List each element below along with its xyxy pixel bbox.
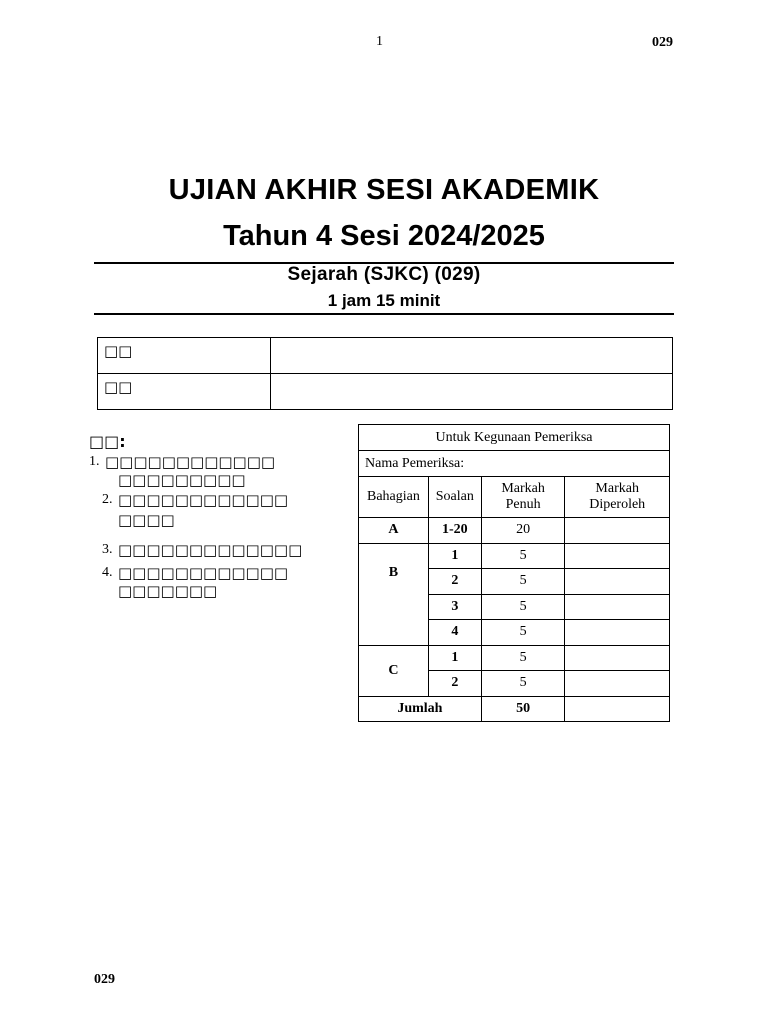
examiner-name-label: Nama Pemeriksa: xyxy=(359,451,670,477)
obtained-marks-cell[interactable] xyxy=(565,620,670,646)
col-header-section: Bahagian xyxy=(359,477,429,518)
candidate-info-field[interactable] xyxy=(271,338,673,374)
obtained-marks-cell[interactable] xyxy=(565,671,670,697)
full-marks: 5 xyxy=(481,594,565,620)
exam-title: UJIAN AKHIR SESI AKADEMIK xyxy=(168,174,600,206)
total-label: Jumlah xyxy=(359,696,482,722)
instruction-text: □□□□□□□□□□□□ xyxy=(118,491,289,509)
examiner-table xyxy=(358,424,670,722)
total-obtained-cell[interactable] xyxy=(565,696,670,722)
examiner-name-row xyxy=(359,451,670,477)
col-header-question: Soalan xyxy=(428,477,481,518)
table-row xyxy=(359,543,670,569)
question-number: 1 xyxy=(428,543,481,569)
instruction-text: □□□□□□□□□ xyxy=(118,471,246,489)
full-marks: 5 xyxy=(481,620,565,646)
instruction-text: □□□□□□□□□□□□□ xyxy=(118,541,303,559)
instruction-item xyxy=(89,491,349,529)
full-marks: 5 xyxy=(481,569,565,595)
instructions xyxy=(89,432,349,600)
obtained-marks-cell[interactable] xyxy=(565,518,670,544)
section-label: B xyxy=(359,543,429,645)
instruction-number: 1. xyxy=(89,454,100,469)
full-marks: 20 xyxy=(481,518,565,544)
question-number: 2 xyxy=(428,569,481,595)
instruction-item xyxy=(89,564,349,600)
candidate-info-table xyxy=(97,337,673,410)
exam-duration: 1 jam 15 minit xyxy=(327,291,441,310)
question-number: 3 xyxy=(428,594,481,620)
instruction-text: □□□□□□□ xyxy=(118,582,218,600)
full-marks: 5 xyxy=(481,671,565,697)
instruction-item xyxy=(89,453,349,489)
instruction-text: □□□□ xyxy=(118,511,175,529)
examiner-table-title: Untuk Kegunaan Pemeriksa xyxy=(359,425,670,451)
instruction-number: 2. xyxy=(102,492,113,507)
col-header-obtained: Markah Diperoleh xyxy=(565,477,670,518)
paper-code-top: 029 xyxy=(652,35,673,50)
instruction-item xyxy=(89,541,349,559)
table-row xyxy=(359,518,670,544)
obtained-marks-cell[interactable] xyxy=(565,594,670,620)
instruction-number: 4. xyxy=(102,565,113,580)
question-number: 1 xyxy=(428,645,481,671)
table-row xyxy=(359,645,670,671)
instruction-text: □□□□□□□□□□□□ xyxy=(118,564,289,582)
question-number: 2 xyxy=(428,671,481,697)
question-number: 4 xyxy=(428,620,481,646)
examiner-table-title-row xyxy=(359,425,670,451)
question-number: 1-20 xyxy=(428,518,481,544)
obtained-marks-cell[interactable] xyxy=(565,645,670,671)
total-full-marks: 50 xyxy=(481,696,565,722)
column-header-row xyxy=(359,477,670,518)
page-number: 1 xyxy=(376,34,383,49)
col-header-full-marks: Markah Penuh xyxy=(481,477,565,518)
subject-title: Sejarah (SJKC) (029) xyxy=(287,264,481,285)
full-marks: 5 xyxy=(481,543,565,569)
candidate-info-label: □□ xyxy=(98,374,271,410)
candidate-info-label: □□ xyxy=(98,338,271,374)
full-marks: 5 xyxy=(481,645,565,671)
total-row xyxy=(359,696,670,722)
candidate-info-row xyxy=(98,374,673,410)
section-label: C xyxy=(359,645,429,696)
exam-year-session: Tahun 4 Sesi 2024/2025 xyxy=(223,220,545,252)
obtained-marks-cell[interactable] xyxy=(565,569,670,595)
candidate-info-field[interactable] xyxy=(271,374,673,410)
section-label: A xyxy=(359,518,429,544)
candidate-info-row xyxy=(98,338,673,374)
instruction-text: □□□□□□□□□□□□ xyxy=(105,453,276,471)
instructions-title: □□: xyxy=(89,432,126,451)
divider-bottom xyxy=(94,313,674,315)
obtained-marks-cell[interactable] xyxy=(565,543,670,569)
paper-code-bottom: 029 xyxy=(94,972,115,987)
instruction-number: 3. xyxy=(102,542,113,557)
